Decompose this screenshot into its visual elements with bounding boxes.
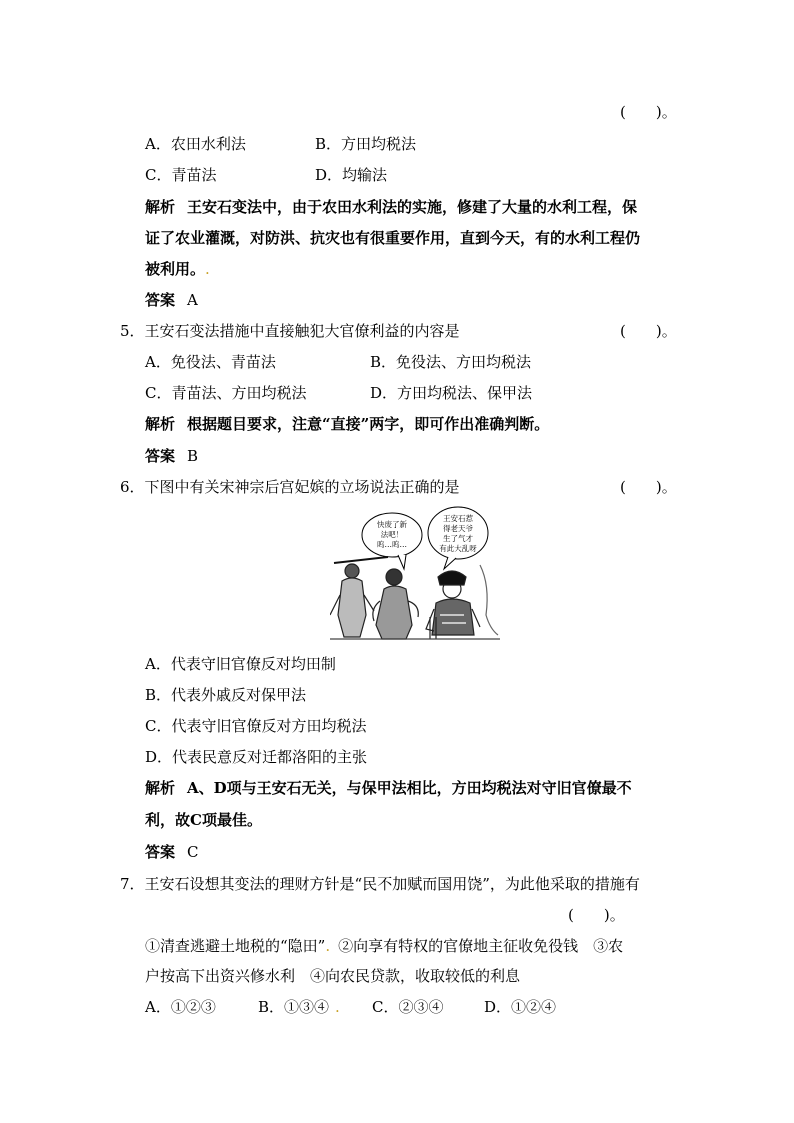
q4-analysis-line-2: 证了农业灌溉，对防洪、抗灾也有很重要作用，直到今天，有的水利工程仍 [145,229,641,247]
q4-analysis-line-1 [145,197,637,217]
q7-item-1: ①清查逃避土地税的“隐田” [145,937,326,955]
q5-stem: 5．王安石变法措施中直接触犯大官僚利益的内容是 [120,322,460,340]
q7-mark-dot-1: . [325,937,331,955]
q7-items-line-1 [145,936,623,956]
q4-analysis-line-3 [145,259,210,279]
left-bubble-line-1: 快废了新 [377,520,407,529]
q6-option-d: D．代表民意反对迁都洛阳的主张 [145,748,368,766]
q7-stem: 7．王安石设想其变法的理财方针是“民不加赋而国用饶”，为此他采取的措施有 [120,875,640,893]
q6-answer-line [145,842,199,862]
q4-mark-dot: . [205,260,210,278]
q6-option-c: C．代表守旧官僚反对方田均税法 [145,717,367,735]
q5-answer-value: B [187,447,199,465]
q4-option-d: D．均输法 [315,166,388,184]
left-bubble-line-2: 法吧！ [380,530,404,539]
q5-option-b: B．免役法、方田均税法 [370,353,532,371]
q6-stem: 6．下图中有关宋神宗后宫妃嫔的立场说法正确的是 [120,478,460,496]
right-bubble-line-1: 王安石惹 [443,514,473,523]
q7-option-b-wrap [258,997,340,1017]
q6-option-b: B．代表外戚反对保甲法 [145,686,307,704]
q4-answer-value: A [187,291,198,309]
q6-analysis-line-2: 利，故C项最佳。 [145,811,262,829]
q4-answer-line [145,290,198,310]
q4-option-b: B．方田均税法 [315,135,417,153]
q7-items-2-3: ②向享有特权的官僚地主征收免役钱 ③农 [338,937,624,955]
q5-analysis-label: 解析 [145,415,176,433]
q5-option-a: A．免役法、青苗法 [145,353,276,371]
q6-option-a: A．代表守旧官僚反对均田制 [145,655,336,673]
q7-option-b: B．①③④ [258,998,330,1016]
q5-analysis-text: 根据题目要求，注意“直接”两字，即可作出准确判断。 [187,415,550,433]
q4-analysis-label: 解析 [145,198,176,216]
q6-answer-bracket: ( )。 [620,478,677,496]
q6-analysis-text: A、D项与王安石无关，与保甲法相比，方田均税法对守旧官僚最不 [187,779,632,797]
left-bubble-line-3: 呜…呜… [377,540,407,549]
q5-analysis-line [145,414,549,434]
q5-answer-bracket: ( )。 [620,322,677,340]
q5-answer-line [145,446,198,466]
q7-items-line-2: 户按高下出资兴修水利 ④向农民贷款，收取较低的利息 [145,967,521,985]
q4-option-a: A．农田水利法 [145,135,246,153]
q4-option-c: C．青苗法 [145,166,217,184]
q5-option-d: D．方田均税法、保甲法 [370,384,533,402]
q4-answer-label: 答案 [145,291,176,309]
q6-cartoon-illustration [330,505,500,640]
q4-answer-bracket: ( )。 [620,103,677,121]
q5-option-c: C．青苗法、方田均税法 [145,384,307,402]
q4-analysis-text-end: 被利用。 [145,260,206,278]
q7-answer-bracket: ( )。 [568,906,625,924]
q6-analysis-label: 解析 [145,779,176,797]
q7-option-c: C．②③④ [372,998,444,1016]
right-bubble-line-3: 生了气才 [443,534,473,543]
q6-answer-value: C [187,843,199,861]
right-bubble-line-4: 有此大乱呀 [439,544,477,553]
q7-option-d: D．①②④ [484,998,557,1016]
q7-option-a: A．①②③ [145,998,216,1016]
q6-analysis-line-1 [145,778,632,798]
q5-answer-label: 答案 [145,447,176,465]
cartoon-figures [330,557,500,639]
q7-mark-dot-2: . [335,998,340,1016]
right-bubble-line-2: 得老天爷 [443,524,473,533]
q4-analysis-text: 王安石变法中，由于农田水利法的实施，修建了大量的水利工程，保 [187,198,638,216]
q6-answer-label: 答案 [145,843,176,861]
